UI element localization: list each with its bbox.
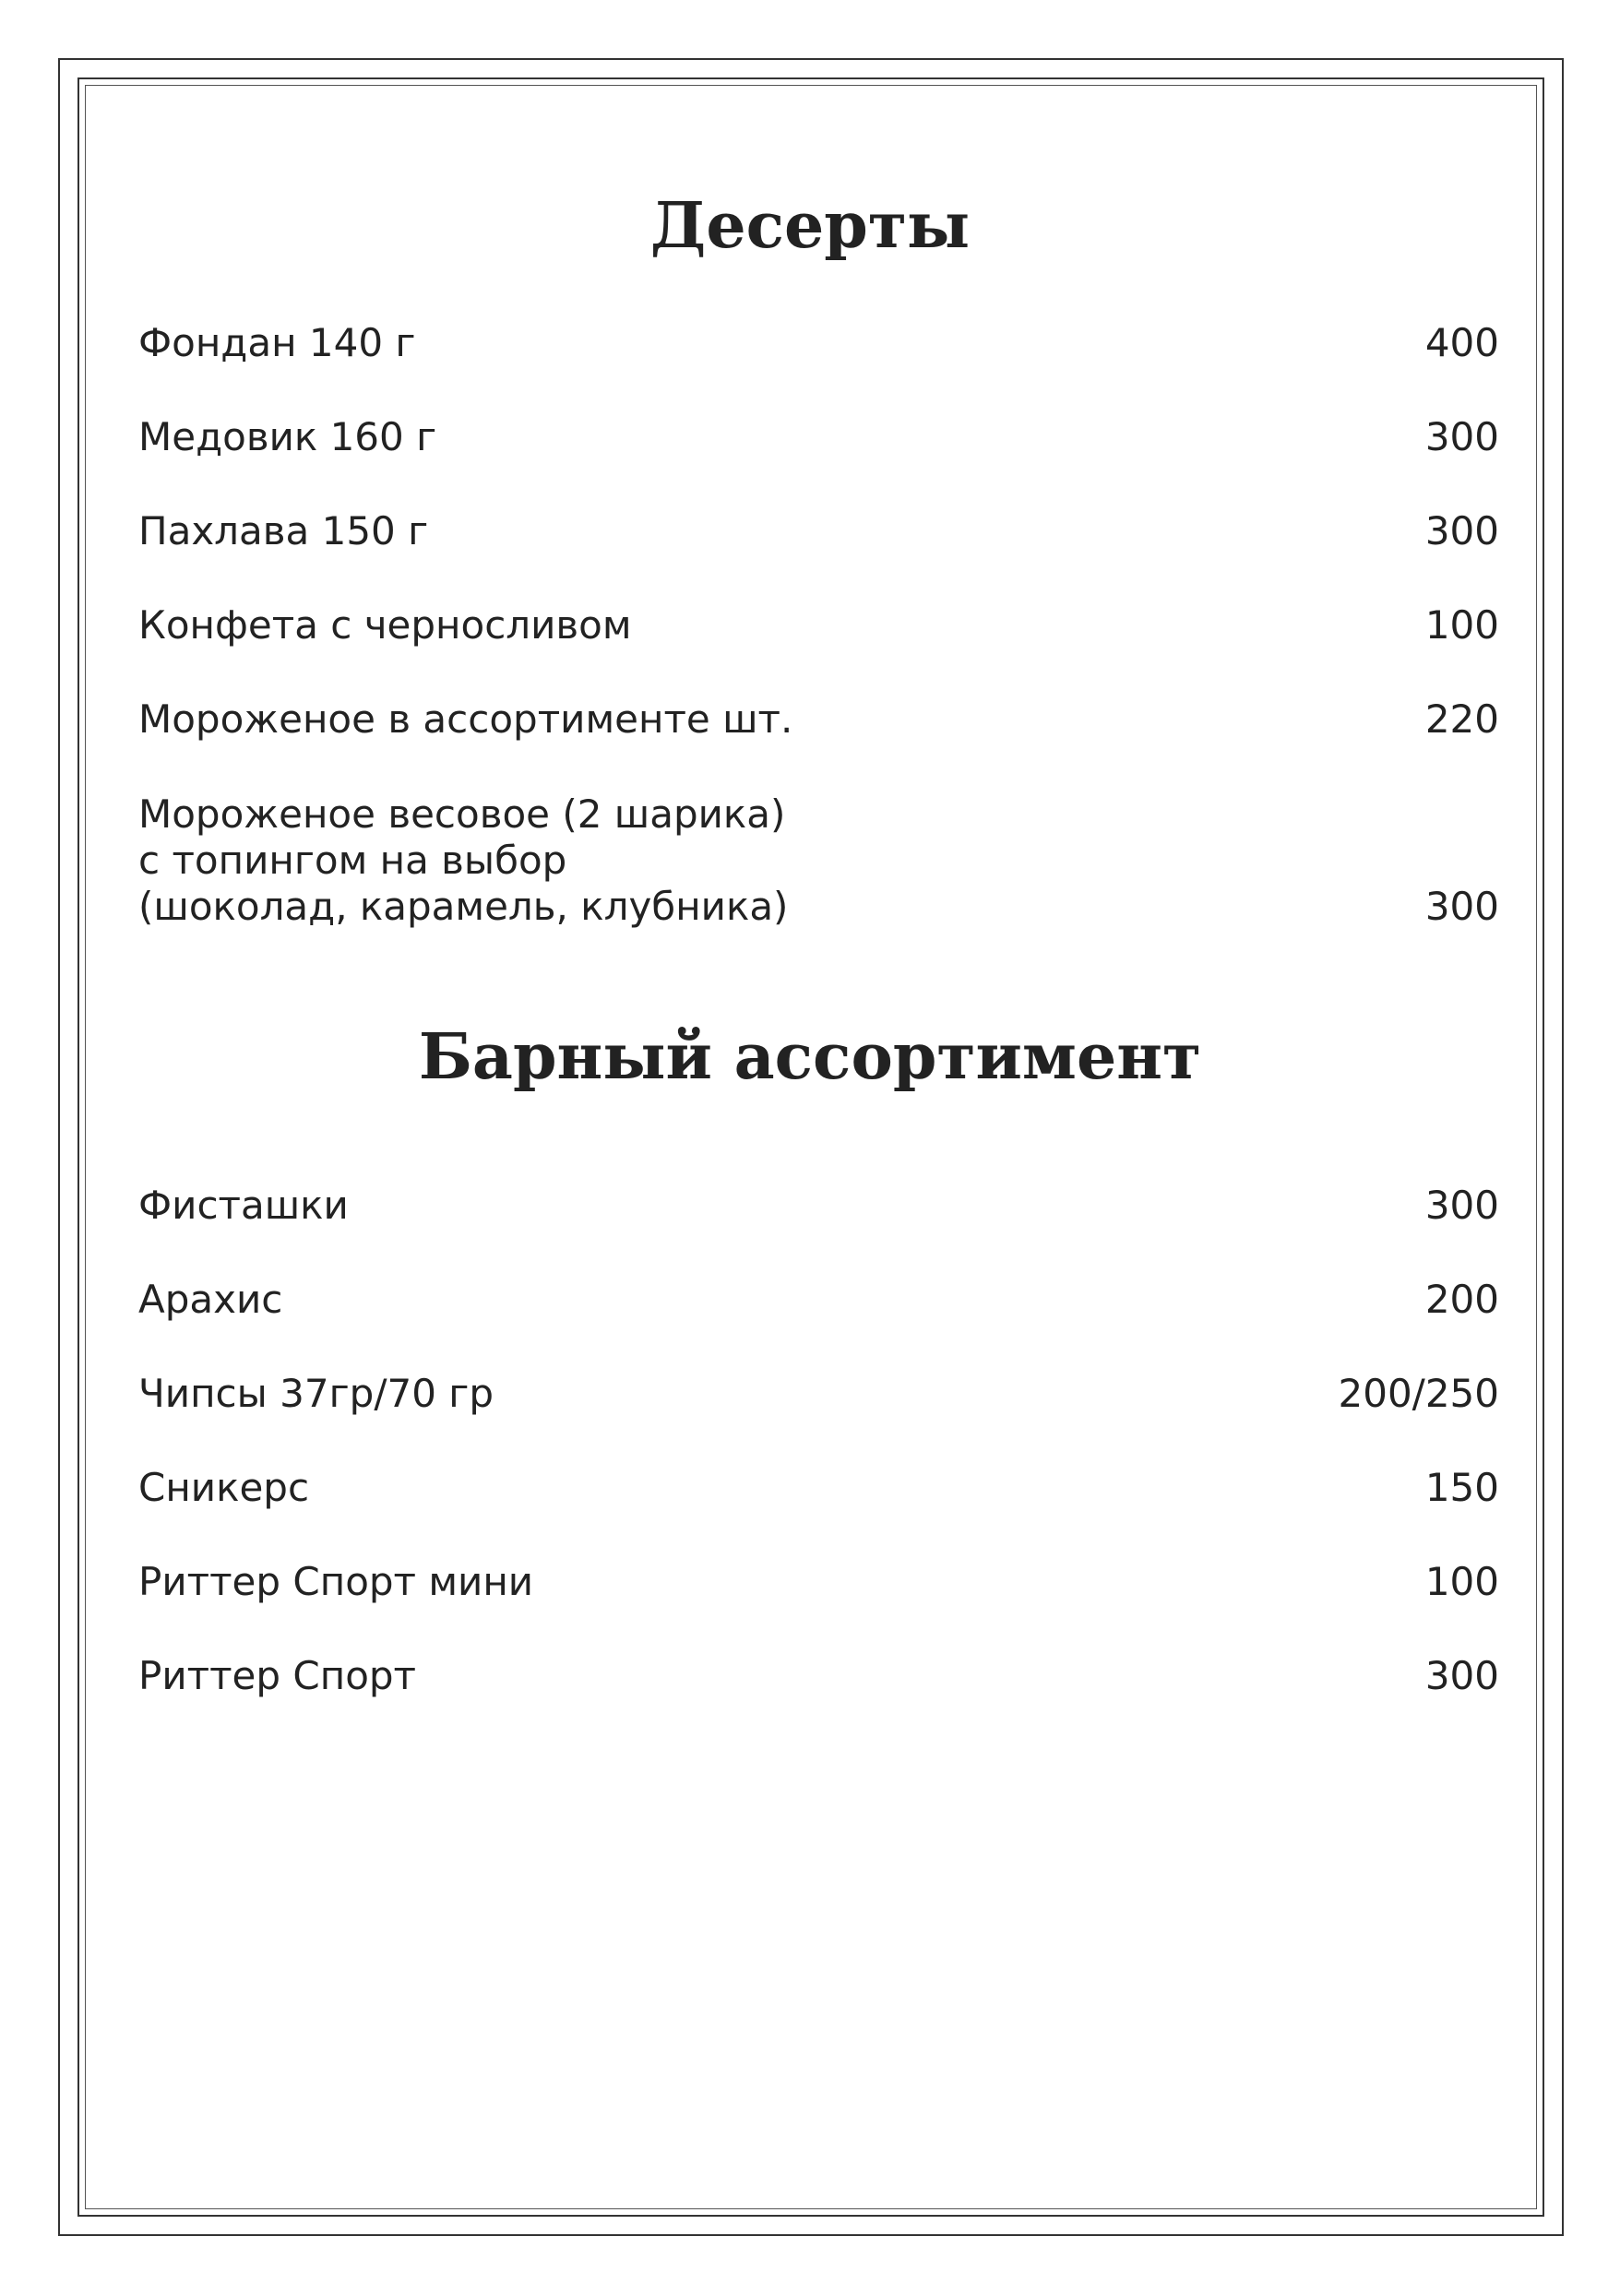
menu-item-name: Фондан 140 г bbox=[138, 320, 416, 365]
menu-item bbox=[138, 1277, 1499, 1323]
menu-item-name: Конфета с черносливом bbox=[138, 602, 632, 648]
menu-item bbox=[138, 696, 1499, 743]
menu-item-name: Пахлава 150 г bbox=[138, 508, 429, 553]
page-border-inner-line bbox=[85, 85, 1537, 2209]
menu-item-price: 200 bbox=[1424, 1277, 1499, 1322]
menu-item bbox=[138, 1371, 1499, 1417]
menu-item bbox=[138, 1559, 1499, 1605]
menu-item-price: 300 bbox=[1424, 1183, 1499, 1228]
menu-item-name: Арахис bbox=[138, 1277, 283, 1322]
menu-item-name: Риттер Спорт мини bbox=[138, 1559, 534, 1604]
menu-item-price: 300 bbox=[1424, 1653, 1499, 1698]
menu-item-price: 200/250 bbox=[1338, 1371, 1499, 1416]
menu-item bbox=[138, 791, 1499, 930]
menu-item-price: 100 bbox=[1424, 602, 1499, 648]
section-title-desserts: Десерты bbox=[649, 189, 971, 263]
menu-item-price: 150 bbox=[1424, 1465, 1499, 1510]
menu-item-name: Мороженое весовое (2 шарика) с топингом на выбор (шоколад, карамель, клубника) bbox=[138, 791, 789, 929]
menu-item bbox=[138, 320, 1499, 366]
menu-item-name: Фисташки bbox=[138, 1183, 349, 1228]
menu-item bbox=[138, 1465, 1499, 1511]
menu-item-name: Риттер Спорт bbox=[138, 1653, 417, 1698]
menu-item bbox=[138, 414, 1499, 460]
menu-item bbox=[138, 1183, 1499, 1229]
menu-item-name: Чипсы 37гр/70 гр bbox=[138, 1371, 494, 1416]
menu-item-name: Сникерс bbox=[138, 1465, 310, 1510]
menu-item bbox=[138, 602, 1499, 648]
menu-item bbox=[138, 1653, 1499, 1699]
menu-item-price: 300 bbox=[1424, 414, 1499, 459]
menu-item-price: 400 bbox=[1424, 320, 1499, 365]
menu-item bbox=[138, 508, 1499, 554]
menu-item-name: Медовик 160 г bbox=[138, 414, 437, 459]
menu-item-price: 300 bbox=[1424, 508, 1499, 553]
menu-item-name: Мороженое в ассортименте шт. bbox=[138, 696, 793, 742]
section-title-bar: Барный ассортимент bbox=[418, 1020, 1202, 1094]
menu-item-price: 100 bbox=[1424, 1559, 1499, 1604]
menu-item-price: 220 bbox=[1424, 696, 1499, 742]
menu-item-price: 300 bbox=[1424, 884, 1499, 929]
